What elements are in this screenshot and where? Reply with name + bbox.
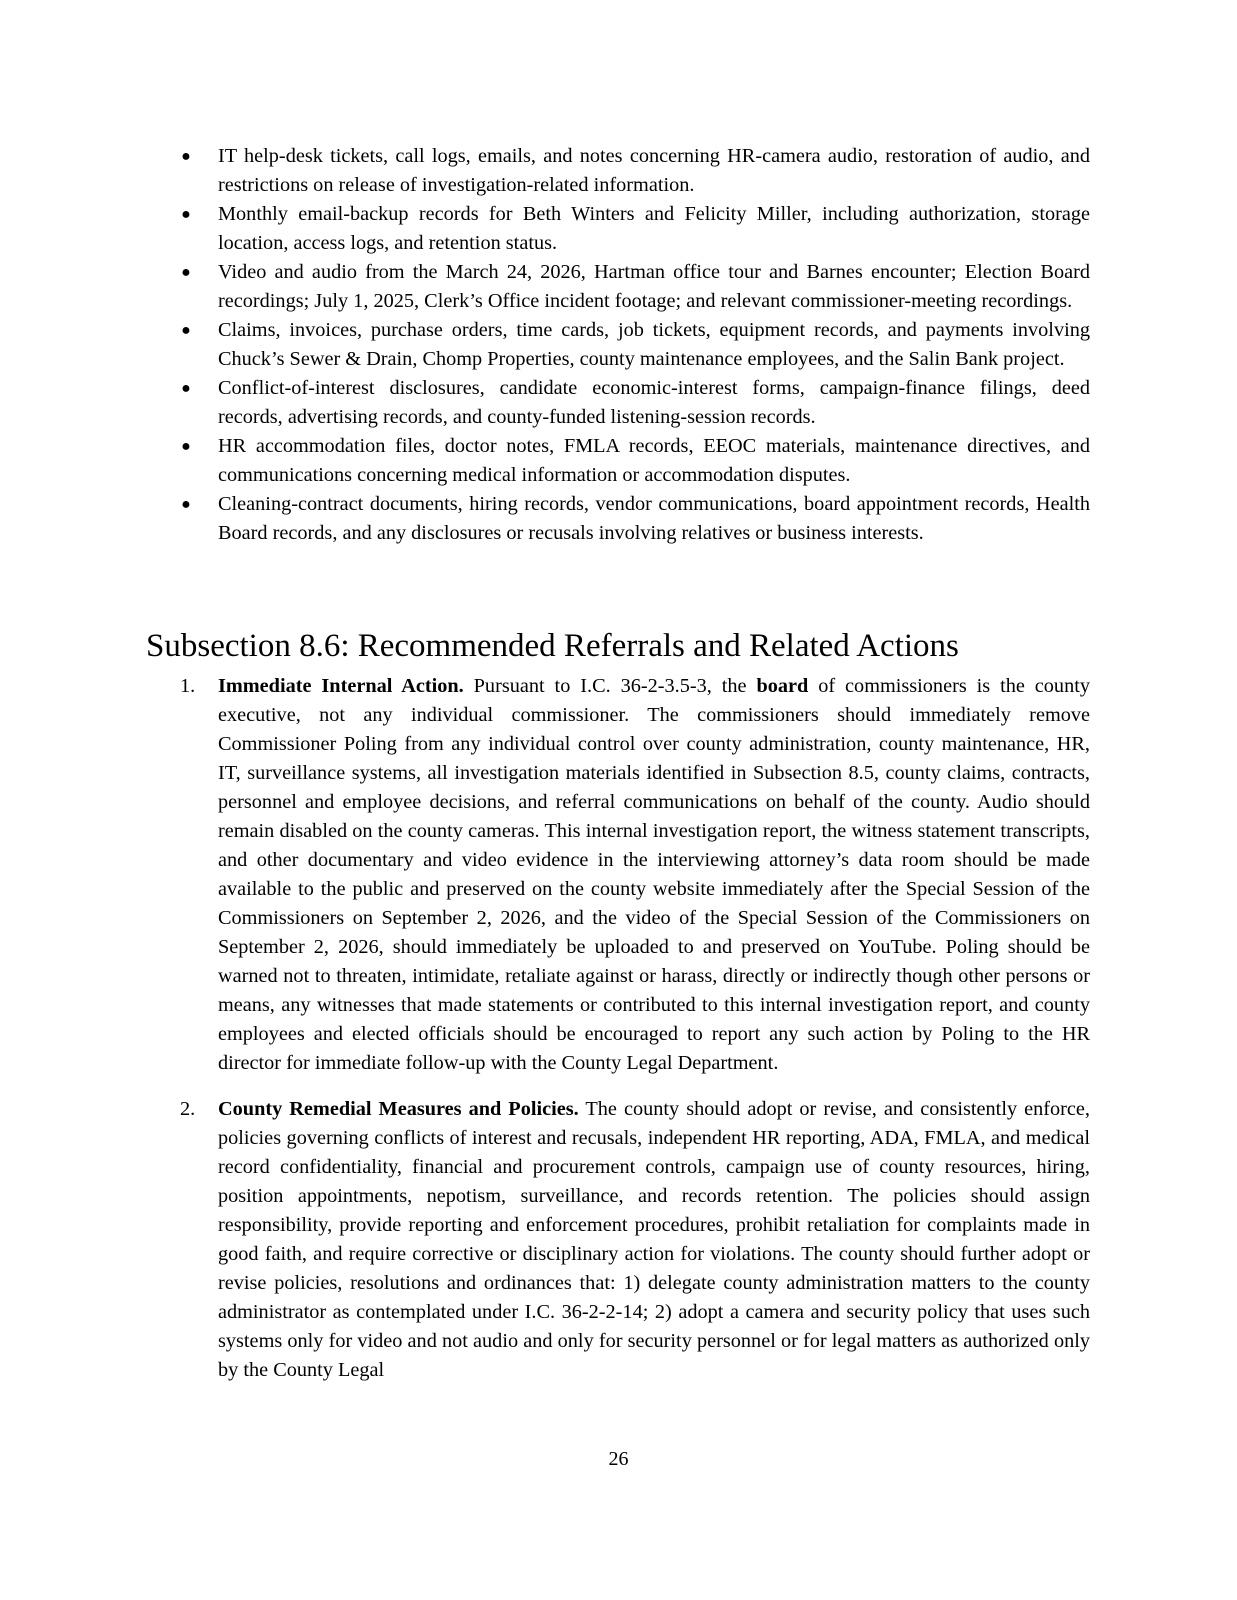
section-heading: Subsection 8.6: Recommended Referrals and Related Actions xyxy=(146,628,959,664)
item-title: Immediate Internal Action. xyxy=(218,675,464,697)
list-item-text: Cleaning-contract documents, hiring records, vendor communications, board appointment records, Health Board records, and any disclosures or recusals involving relatives or business interests. xyxy=(218,493,1090,544)
list-item xyxy=(146,490,1090,548)
list-item xyxy=(146,432,1090,490)
records-bullet-list xyxy=(146,142,1090,548)
bullet-icon: ● xyxy=(181,148,191,165)
list-item xyxy=(146,258,1090,316)
list-item-text: HR accommodation files, doctor notes, FMLA records, EEOC materials, maintenance directives, and communications concerning medical information or accommodation disputes. xyxy=(218,435,1090,486)
item-text: of commissioners is the county executive, not any individual commissioner. The commissioners should immediately remove Commissioner Poling from any individual control over county administration, county maintenance, HR, IT, surveillance systems, all investigation materials identified in Subsection 8.5, county claims, contracts, personnel and employee decisions, and referral communications on behalf of the county. Audio should remain disabled on the county cameras. This internal investigation report, the witness statement transcripts, and other documentary and video evidence in the interviewing attorney’s data room should be made available to the public and preserved on the county website immediately after the Special Session of the Commissioners on September 2, 2026, and the video of the Special Session of the Commissioners on September 2, 2026, should immediately be uploaded to and preserved on YouTube. Poling should be warned not to threaten, intimidate, retaliate against or harass, directly or indirectly though other persons or means, any witnesses that made statements or contributed to this internal investigation report, and county employees and elected officials should be encouraged to report any such action by Poling to the HR director for immediate follow-up with the County Legal Department. xyxy=(218,675,1090,1074)
bullet-icon: ● xyxy=(181,496,191,513)
bullet-icon: ● xyxy=(181,264,191,281)
list-item-text: Conflict-of-interest disclosures, candidate economic-interest forms, campaign-finance filings, deed records, advertising records, and county-funded listening-session records. xyxy=(218,377,1090,428)
list-item-text: Monthly email-backup records for Beth Winters and Felicity Miller, including authorization, storage location, access logs, and retention status. xyxy=(218,203,1090,254)
item-number: 1. xyxy=(180,675,196,697)
bullet-icon: ● xyxy=(181,322,191,339)
item-number: 2. xyxy=(180,1098,196,1120)
list-item-text: IT help-desk tickets, call logs, emails, and notes concerning HR-camera audio, restoration of audio, and restrictions on release of investigation-related information. xyxy=(218,145,1090,196)
list-item xyxy=(146,200,1090,258)
list-item xyxy=(146,142,1090,200)
list-item-text: Video and audio from the March 24, 2026, Hartman office tour and Barnes encounter; Election Board recordings; July 1, 2025, Clerk’s Office incident footage; and relevant commissioner-meeting recordings. xyxy=(218,261,1090,312)
list-item xyxy=(146,316,1090,374)
recommendations-list xyxy=(146,672,1090,1402)
bullet-icon: ● xyxy=(181,438,191,455)
list-item-text: Claims, invoices, purchase orders, time cards, job tickets, equipment records, and payments involving Chuck’s Sewer & Drain, Chomp Properties, county maintenance employees, and the Salin Bank project. xyxy=(218,319,1090,370)
item-title: County Remedial Measures and Policies. xyxy=(218,1098,579,1120)
item-text: The county should adopt or revise, and consistently enforce, policies governing conflicts of interest and recusals, independent HR reporting, ADA, FMLA, and medical record confidentiality, financial and procurement controls, campaign use of county resources, hiring, position appointments, nepotism, surveillance, and records retention. The policies should assign responsibility, provide reporting and enforcement procedures, prohibit retaliation for complaints made in good faith, and require corrective or disciplinary action for violations. The county should further adopt or revise policies, resolutions and ordinances that: 1) delegate county administration matters to the county administrator as contemplated under I.C. 36-2-2-14; 2) adopt a camera and security policy that uses such systems only for video and not audio and only for security personnel or for legal matters as authorized only by the County Legal xyxy=(218,1098,1090,1381)
bullet-icon: ● xyxy=(181,206,191,223)
item-text: Pursuant to I.C. 36-2-3.5-3, the xyxy=(463,675,757,697)
bullet-icon: ● xyxy=(181,380,191,397)
recommendation-item xyxy=(146,1095,1090,1385)
recommendation-item xyxy=(146,672,1090,1078)
page-number: 26 xyxy=(608,1448,629,1470)
item-inline-bold: board xyxy=(756,675,809,697)
list-item xyxy=(146,374,1090,432)
